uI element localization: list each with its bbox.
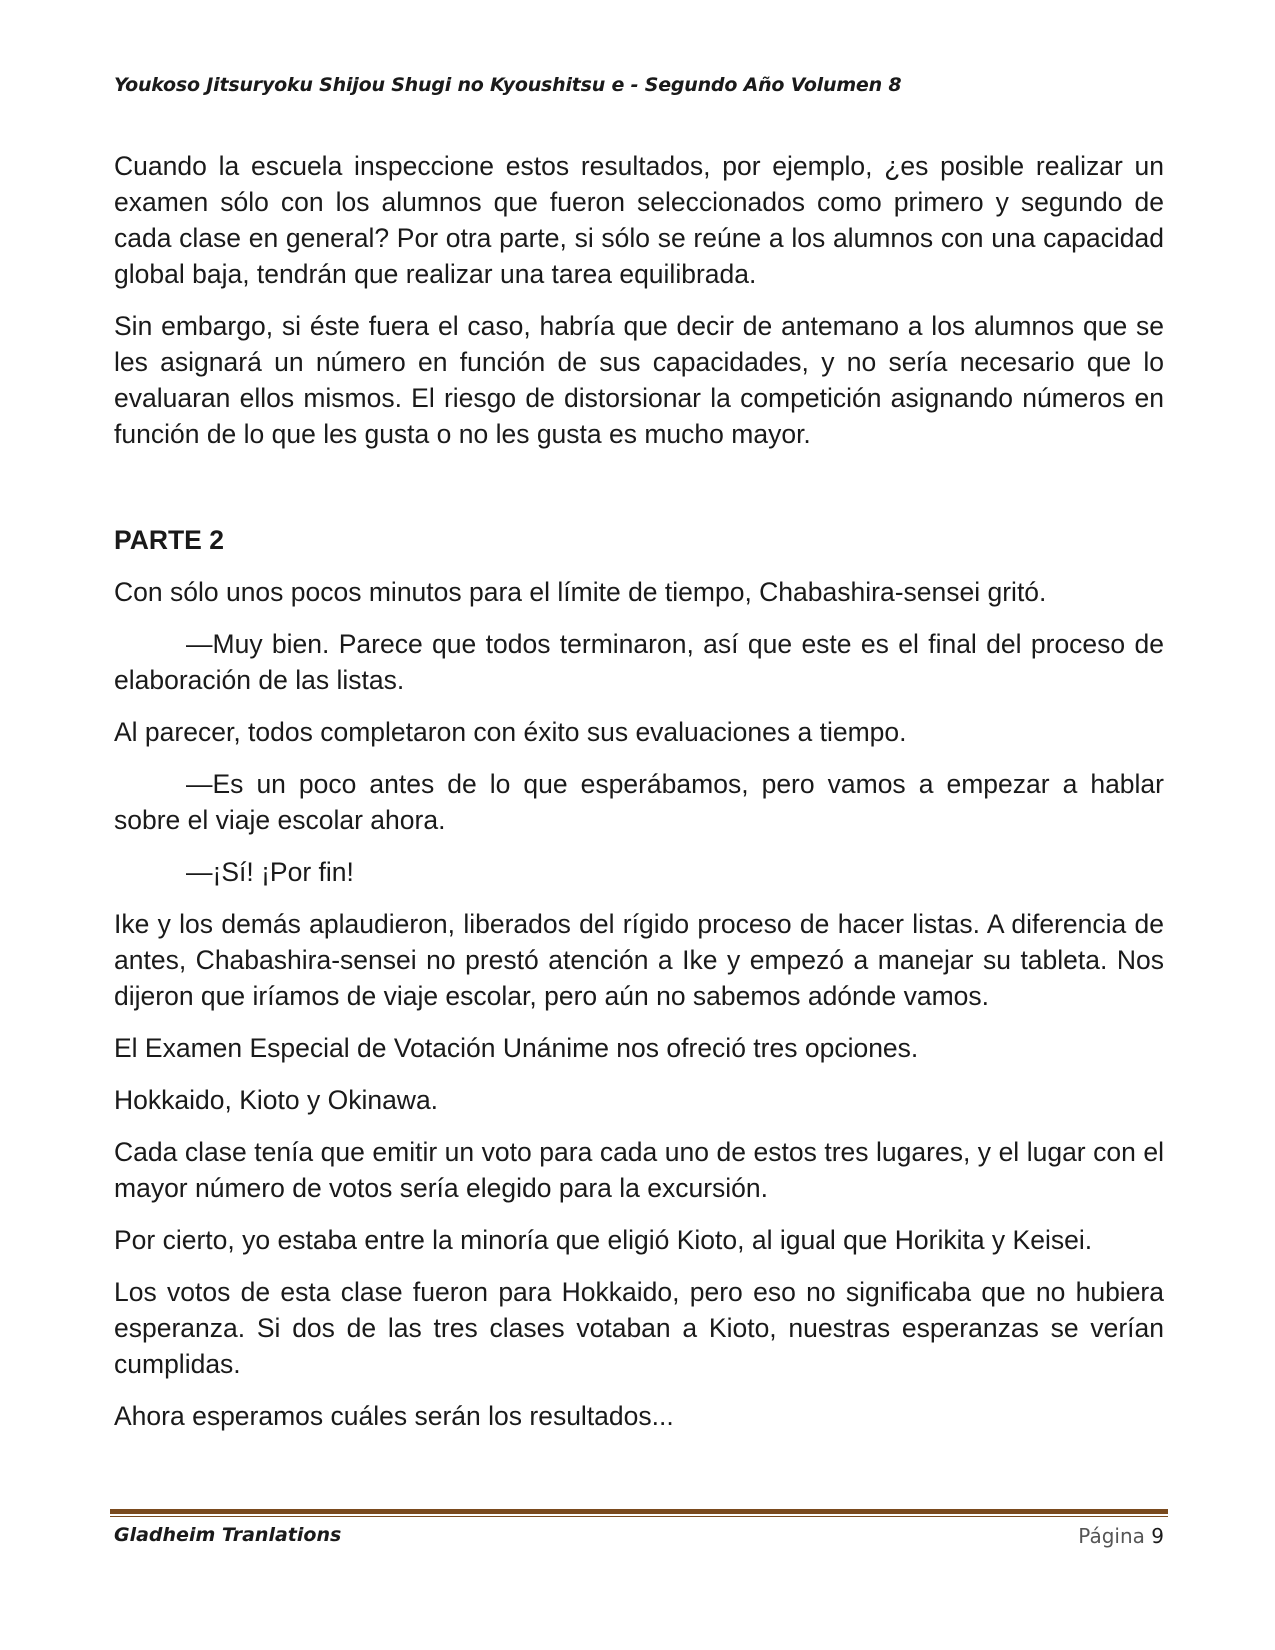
paragraph: Por cierto, yo estaba entre la minoría que eligió Kioto, al igual que Horikita y Keisei.	[114, 1225, 1093, 1255]
page-body	[114, 148, 1164, 1450]
running-header-title: Youkoso Jitsuryoku Shijou Shugi no Kyoushitsu e - Segundo Año Volumen 8	[114, 74, 902, 96]
paragraph: Cuando la escuela inspeccione estos resultados, por ejemplo, ¿es posible realizar un examen sólo con los alumnos que fueron seleccionados como primero y segundo de cada clase en general? Por otra parte, si sólo se reúne a los alumnos con una capacidad global baja, tendrán que realizar una tarea equilibrada.	[114, 151, 1164, 289]
dialogue-paragraph: —Es un poco antes de lo que esperábamos, pero vamos a empezar a hablar sobre el viaje escolar ahora.	[114, 769, 1164, 835]
section-heading: PARTE 2	[114, 525, 224, 555]
footer-divider	[110, 1509, 1168, 1517]
paragraph: Ike y los demás aplaudieron, liberados del rígido proceso de hacer listas. A diferencia de antes, Chabashira-sensei no prestó atención a Ike y empezó a manejar su tableta. Nos dijeron que iríamos de viaje escolar, pero aún no sabemos adónde vamos.	[114, 909, 1164, 1011]
dialogue-paragraph: —Muy bien. Parece que todos terminaron, así que este es el final del proceso de elaboración de las listas.	[114, 629, 1164, 695]
paragraph: Los votos de esta clase fueron para Hokkaido, pero eso no significaba que no hubiera esperanza. Si dos de las tres clases votaban a Kioto, nuestras esperanzas se verían cumplidas.	[114, 1277, 1164, 1379]
paragraph: Cada clase tenía que emitir un voto para cada uno de estos tres lugares, y el lugar con el mayor número de votos sería elegido para la excursión.	[114, 1137, 1164, 1203]
footer-page-indicator	[1078, 1524, 1164, 1548]
paragraph: Hokkaido, Kioto y Okinawa.	[114, 1085, 439, 1115]
paragraph: El Examen Especial de Votación Unánime nos ofreció tres opciones.	[114, 1033, 919, 1063]
footer-divider-thick	[110, 1509, 1168, 1514]
paragraph: Ahora esperamos cuáles serán los resultados...	[114, 1401, 674, 1431]
paragraph: Al parecer, todos completaron con éxito sus evaluaciones a tiempo.	[114, 717, 907, 747]
paragraph: Sin embargo, si éste fuera el caso, habría que decir de antemano a los alumnos que se les asignará un número en función de sus capacidades, y no sería necesario que lo evaluaran ellos mismos. El riesgo de distorsionar la competición asignando números en función de lo que les gusta o no les gusta es mucho mayor.	[114, 311, 1164, 449]
footer-divider-thin	[110, 1516, 1168, 1517]
dialogue-paragraph: —¡Sí! ¡Por fin!	[186, 857, 354, 887]
footer-brand: Gladheim Tranlations	[114, 1524, 342, 1546]
page-number: 9	[1151, 1524, 1164, 1548]
page-label: Página	[1078, 1524, 1145, 1548]
paragraph: Con sólo unos pocos minutos para el límite de tiempo, Chabashira-sensei gritó.	[114, 577, 1047, 607]
